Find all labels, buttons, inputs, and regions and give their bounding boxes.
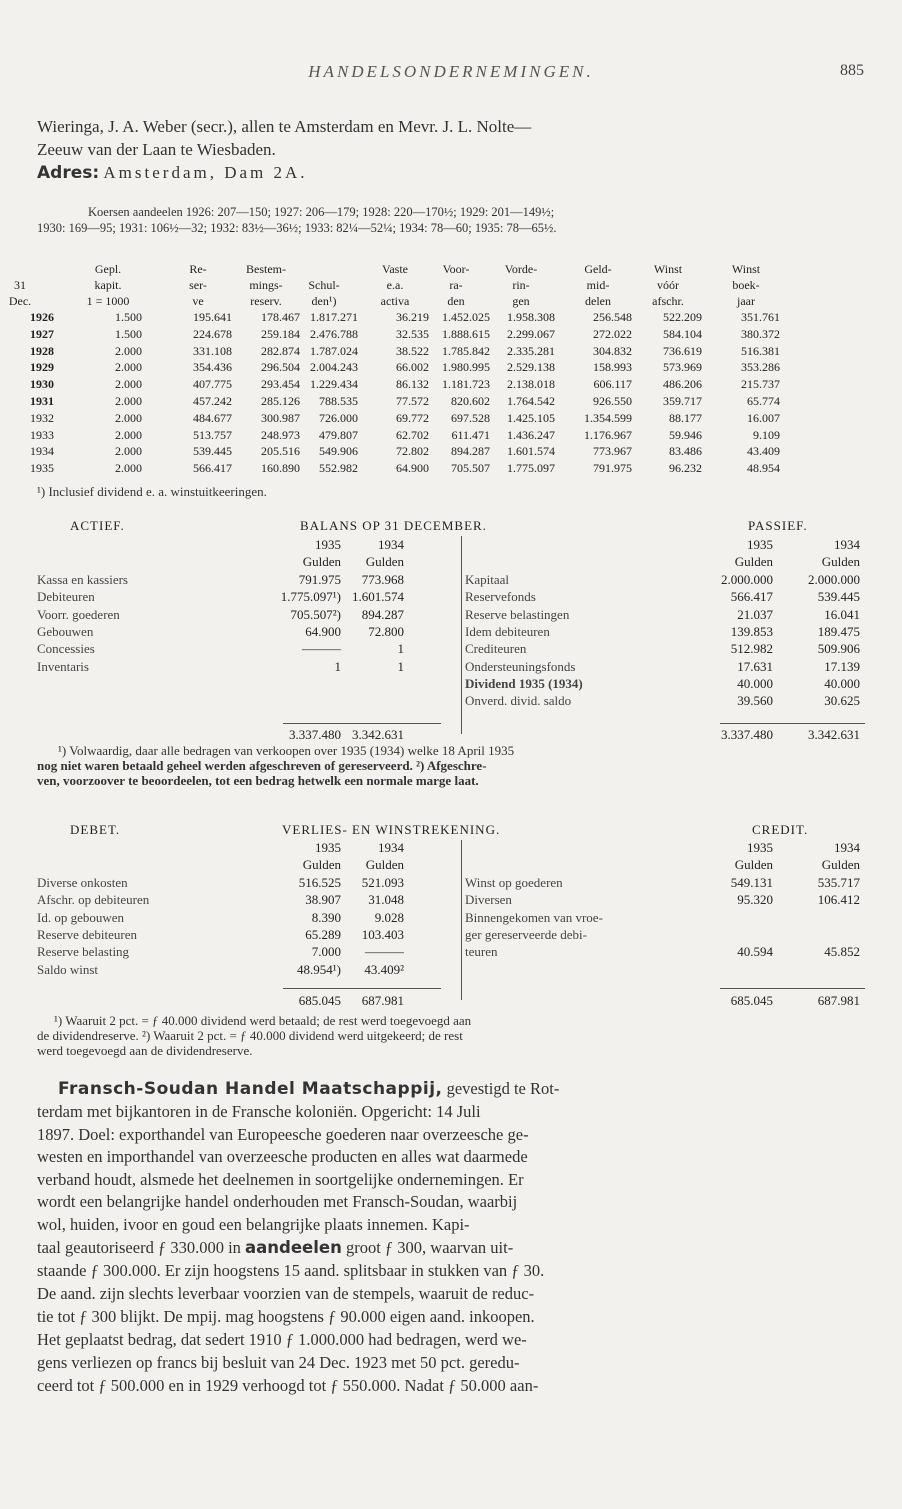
table-cell: 2.299.067 [507, 326, 555, 341]
total-1934: 687.981 [361, 993, 404, 1008]
table-cell: 9.109 [753, 427, 780, 442]
line-item-label: Saldo winst [37, 961, 99, 977]
line-item-1934: 31.048 [368, 892, 404, 908]
table-cell: 353.286 [741, 360, 780, 375]
intro-line-1: Wieringa, J. A. Weber (secr.), allen te Amsterdam en Mevr. J. L. Nolte— [37, 117, 532, 136]
table-cell: 1934 [30, 444, 54, 459]
line-item-1935: 40.000 [737, 675, 773, 691]
table-header-cell: 1 = 1000 [86, 294, 130, 308]
total-1934: 3.342.631 [808, 727, 860, 742]
table-cell: 32.535 [396, 326, 429, 341]
table-cell: 66.002 [396, 360, 429, 375]
company-line-4: verband houdt, alsmede het deelnemen in soortgelijke ondernemingen. Er [37, 1170, 524, 1189]
company-line-9: De aand. zijn slechts leverbaar voorzien van de stempels, waaruit de reduc- [37, 1284, 535, 1303]
year-header: 1935 [315, 537, 341, 552]
unit-header: Gulden [365, 554, 404, 569]
total-1935: 3.337.480 [289, 727, 341, 742]
table-cell: 259.184 [261, 326, 300, 341]
table-header-cell: reserv. [250, 294, 282, 308]
table-cell: 513.757 [193, 427, 232, 442]
table-footnote: ¹) Inclusief dividend e. a. winstuitkeeringen. [37, 484, 267, 499]
table-cell: 584.104 [663, 326, 702, 341]
page-number: 885 [840, 62, 864, 79]
table-cell: 1930 [30, 377, 54, 392]
table-header-cell: jaar [737, 294, 755, 308]
table-cell: 178.467 [261, 310, 300, 324]
line-item-label: ger gereserveerde debi- [465, 926, 587, 942]
table-cell: 773.967 [593, 444, 632, 459]
table-cell: 256.548 [593, 310, 632, 324]
table-cell: 1932 [30, 410, 54, 425]
table-cell: 611.471 [451, 427, 490, 442]
line-item-label: teuren [465, 944, 498, 960]
table-cell: 1.176.967 [584, 427, 632, 442]
table-cell: 65.774 [747, 394, 780, 408]
address-value: Amsterdam, Dam 2A. [103, 163, 308, 182]
line-item-1935: 791.975 [298, 572, 341, 587]
table-cell: 1927 [30, 326, 54, 341]
line-item-1935: 21.037 [737, 606, 773, 622]
table-cell: 293.454 [261, 377, 300, 392]
table-cell: 48.954 [747, 461, 780, 476]
table-cell: 64.900 [396, 461, 429, 476]
company-line-7a: taal geautoriseerd ƒ 330.000 in [37, 1238, 241, 1257]
company-line-7b: groot ƒ 300, waarvan uit- [345, 1238, 514, 1257]
table-cell: 1.888.615 [442, 326, 490, 341]
line-item-label: Gebouwen [37, 623, 94, 639]
year-header: 1935 [315, 840, 341, 855]
verlies-left-title: DEBET. [70, 822, 121, 837]
table-cell: 1.764.542 [507, 394, 555, 408]
table-cell: 1.436.247 [507, 427, 555, 442]
balans-footnote-1: ¹) Volwaardig, daar alle bedragen van verkoopen over 1935 (1934) welke 18 April 1935 [58, 743, 515, 758]
line-item-1935: 1 [334, 658, 341, 674]
year-header: 1934 [378, 537, 404, 552]
table-cell: 522.209 [663, 310, 702, 324]
line-item-1934: 9.028 [374, 909, 404, 925]
table-cell: 331.108 [193, 343, 232, 358]
table-cell: 697.528 [451, 410, 490, 425]
table-cell: 1.787.024 [310, 343, 358, 358]
page-header-title: HANDELSONDERNEMINGEN. [308, 62, 594, 81]
line-item-label: Reserve belastingen [465, 606, 570, 622]
table-header-cell: activa [380, 294, 410, 308]
table-cell: 552.982 [319, 461, 358, 476]
table-cell: 894.287 [451, 444, 490, 459]
table-cell: 1.354.599 [584, 410, 632, 425]
table-cell: 549.906 [319, 444, 358, 459]
verlies-divider [461, 840, 462, 1000]
table-header-cell: Vorde- [504, 262, 538, 276]
table-cell: 1935 [30, 461, 54, 476]
balans-left-total-rule [283, 723, 441, 724]
line-item-1935: 17.631 [737, 658, 773, 674]
line-item-1935: 1.775.097¹) [280, 589, 341, 605]
table-cell: 1928 [30, 343, 54, 358]
table-header-cell: Re- [189, 262, 207, 276]
balans-divider [461, 536, 462, 734]
table-cell: 1.775.097 [507, 461, 555, 476]
table-cell: 158.993 [593, 360, 632, 375]
line-item-label: Voorr. goederen [37, 606, 120, 622]
table-cell: 296.504 [261, 360, 300, 375]
line-item-label: Kassa en kassiers [37, 572, 128, 587]
line-item-1934: 2.000.000 [808, 572, 860, 587]
line-item-label: Kapitaal [465, 572, 510, 587]
table-cell: 1.500 [115, 326, 142, 341]
table-header-cell: rin- [512, 278, 530, 292]
table-cell: 160.890 [261, 461, 300, 476]
line-item-label: Binnengekomen van vroe- [465, 909, 603, 925]
table-cell: 484.677 [193, 410, 232, 425]
line-item-label: Idem debiteuren [465, 623, 550, 639]
unit-header: Gulden [821, 554, 860, 569]
year-header: 1935 [747, 840, 773, 855]
line-item-label: Reserve belasting [37, 944, 130, 960]
table-header-cell: Winst [653, 262, 683, 276]
company-name: Fransch-Soudan Handel Maatschappij, [58, 1079, 443, 1099]
line-item-1935: 549.131 [730, 875, 773, 890]
table-header-cell: boek- [732, 278, 760, 292]
table-cell: 1929 [30, 360, 54, 375]
line-item-1935: 39.560 [737, 693, 773, 709]
table-cell: 1.601.574 [507, 444, 555, 459]
table-header-cell: Winst [731, 262, 761, 276]
table-cell: 69.772 [396, 410, 429, 425]
verlies-footnote-2: de dividendreserve. ²) Waaruit 2 pct. = ƒ 40.000 dividend werd uitgekeerd; de rest [37, 1028, 463, 1043]
table-cell: 1933 [30, 427, 54, 442]
table-cell: 539.445 [193, 444, 232, 459]
balans-footnote-3: ven, voorzoover te beoordeelen, tot een bedrag hetwelk een normale marge laat. [37, 773, 479, 788]
line-item-label: Winst op goederen [465, 875, 563, 890]
line-item-1934: 1 [397, 658, 404, 674]
line-item-1935: 516.525 [298, 875, 341, 890]
line-item-1934: 773.968 [361, 572, 404, 587]
line-item-label: Afschr. op debiteuren [37, 892, 150, 908]
table-header-cell: mid- [586, 278, 610, 292]
total-1935: 3.337.480 [721, 727, 773, 742]
table-cell: 820.602 [451, 394, 490, 408]
table-cell: 2.000 [115, 343, 142, 358]
line-item-1935: 139.853 [730, 623, 773, 639]
line-item-1934: ——— [365, 944, 404, 960]
balans-right-title: PASSIEF. [748, 518, 808, 533]
table-cell: 1.980.995 [442, 360, 490, 375]
line-item-1935: 8.390 [311, 909, 341, 925]
table-cell: 736.619 [663, 343, 702, 358]
table-cell: 791.975 [593, 461, 632, 476]
line-item-1934: 40.000 [824, 675, 860, 691]
table-cell: 1.181.723 [442, 377, 490, 392]
line-item-1934: 43.409² [364, 961, 404, 977]
table-cell: 272.022 [593, 326, 632, 341]
table-header-cell: Geld- [584, 262, 612, 276]
table-cell: 36.219 [396, 310, 429, 324]
verlies-footnote-3: werd toegevoegd aan de dividendreserve. [37, 1043, 253, 1058]
table-header-cell: 31 [14, 278, 26, 292]
intro-line-2: Zeeuw van der Laan te Wiesbaden. [37, 140, 276, 159]
table-cell: 2.000 [115, 461, 142, 476]
line-item-label: Inventaris [37, 658, 89, 674]
table-cell: 1931 [30, 394, 54, 408]
unit-header: Gulden [365, 857, 404, 872]
line-item-label: Crediteuren [465, 641, 527, 657]
line-item-1935: 48.954¹) [297, 961, 341, 977]
table-header-cell: ser- [189, 278, 207, 292]
year-header: 1934 [834, 840, 860, 855]
line-item-1935: 566.417 [730, 589, 773, 605]
table-cell: 2.000 [115, 360, 142, 375]
line-item-1934: 535.717 [817, 875, 860, 890]
table-cell: 248.973 [261, 427, 300, 442]
line-item-label: Debiteuren [37, 589, 95, 605]
table-cell: 516.381 [741, 343, 780, 358]
company-line-13: ceerd tot ƒ 500.000 en in 1929 verhoogd tot ƒ 550.000. Nadat ƒ 50.000 aan- [37, 1376, 539, 1395]
koersen-line-1: Koersen aandeelen 1926: 207—150; 1927: 206—179; 1928: 220—170½; 1929: 201—149½; [88, 205, 555, 219]
table-cell: 1.229.434 [310, 377, 358, 392]
company-line-10: tie tot ƒ 300 blijkt. De mpij. mag hoogstens ƒ 90.000 eigen aand. inkoopen. [37, 1307, 535, 1326]
table-cell: 38.522 [396, 343, 429, 358]
line-item-1934: 509.906 [817, 641, 860, 657]
table-header-cell: Gepl. [94, 262, 122, 276]
table-cell: 359.717 [663, 394, 702, 408]
line-item-1934: 894.287 [361, 606, 404, 622]
line-item-1934: 72.800 [368, 623, 404, 639]
line-item-1934: 16.041 [824, 606, 860, 622]
table-cell: 83.486 [669, 444, 702, 459]
line-item-1935: 64.900 [305, 623, 341, 639]
table-cell: 2.000 [115, 394, 142, 408]
table-cell: 1.452.025 [442, 310, 490, 324]
table-cell: 606.117 [593, 377, 632, 392]
table-cell: 479.807 [319, 427, 358, 442]
line-item-1935: 512.982 [730, 641, 773, 657]
company-line-12: gens verliezen op francs bij besluit van 24 Dec. 1923 met 50 pct. geredu- [37, 1353, 520, 1372]
table-header-cell: mings- [249, 278, 283, 292]
table-header-cell: e.a. [386, 278, 404, 292]
line-item-1934: 1.601.574 [352, 589, 404, 605]
table-cell: 486.206 [663, 377, 702, 392]
table-header-cell: vóór [657, 278, 679, 292]
table-header-cell: afschr. [652, 294, 684, 308]
company-line-8: staande ƒ 300.000. Er zijn hoogstens 15 aand. splitsbaar in stukken van ƒ 30. [37, 1261, 545, 1280]
table-cell: 2.138.018 [507, 377, 555, 392]
table-cell: 86.132 [396, 377, 429, 392]
line-item-label: Ondersteuningsfonds [465, 658, 576, 674]
verlies-right-title: CREDIT. [752, 822, 809, 837]
line-item-1934: 30.625 [824, 693, 860, 709]
line-item-1935: 38.907 [305, 892, 341, 908]
table-cell: 2.529.138 [507, 360, 555, 375]
line-item-1934: 103.403 [361, 926, 404, 942]
table-cell: 1.817.271 [310, 310, 358, 324]
company-line-11: Het geplaatst bedrag, dat sedert 1910 ƒ 1.000.000 had bedragen, werd we- [37, 1330, 527, 1349]
address-label: Adres: [37, 163, 100, 183]
table-cell: 62.702 [396, 427, 429, 442]
koersen-line-2: 1930: 169—95; 1931: 106½—32; 1932: 83½—36½; 1933: 82¼—52¼; 1934: 78—60; 1935: 78—65½. [37, 221, 557, 235]
table-cell: 1.785.842 [442, 343, 490, 358]
table-cell: 351.761 [741, 310, 780, 324]
table-header-cell: Dec. [8, 294, 32, 308]
table-header-cell: gen [512, 294, 530, 308]
table-cell: 205.516 [261, 444, 300, 459]
line-item-label: Reservefonds [465, 589, 536, 605]
line-item-1935: 2.000.000 [721, 572, 773, 587]
table-header-cell: kapit. [94, 278, 122, 292]
table-cell: 43.409 [747, 444, 780, 459]
table-cell: 2.000 [115, 377, 142, 392]
unit-header: Gulden [734, 857, 773, 872]
table-cell: 224.678 [193, 326, 232, 341]
table-header-cell: Voor- [442, 262, 470, 276]
balans-footnote-2: nog niet waren betaald geheel werden afgeschreven of gereserveerd. ²) Afgeschre- [37, 758, 487, 773]
table-cell: 300.987 [261, 410, 300, 425]
year-header: 1934 [834, 537, 860, 552]
line-item-label: Diverse onkosten [37, 875, 128, 890]
table-cell: 726.000 [319, 410, 358, 425]
verlies-right-total-rule [720, 988, 865, 989]
line-item-1934: 539.445 [817, 589, 860, 605]
company-line-6: wol, huiden, ivoor en goud een belangrijke plaats innemen. Kapi- [37, 1215, 470, 1234]
line-item-label: Onverd. divid. saldo [465, 693, 572, 709]
table-cell: 2.476.788 [310, 326, 358, 341]
line-item-1934: 106.412 [817, 892, 860, 908]
table-cell: 77.572 [396, 394, 429, 408]
line-item-1934: 189.475 [817, 623, 860, 639]
table-cell: 2.000 [115, 444, 142, 459]
balans-center-title: BALANS OP 31 DECEMBER. [300, 518, 487, 533]
table-cell: 282.874 [261, 343, 300, 358]
table-cell: 2.004.243 [310, 360, 358, 375]
company-line-7 [37, 1237, 513, 1260]
table-cell: 2.000 [115, 410, 142, 425]
table-cell: 1.958.308 [507, 310, 555, 324]
table-cell: 566.417 [193, 461, 232, 476]
line-item-1935: 95.320 [737, 892, 773, 908]
table-cell: 380.372 [741, 326, 780, 341]
line-item-1935: ——— [302, 641, 341, 657]
verlies-left-total-rule [283, 988, 441, 989]
table-cell: 195.641 [193, 310, 232, 324]
company-line-0: gevestigd te Rot- [446, 1079, 560, 1098]
table-cell: 457.242 [193, 394, 232, 408]
line-item-label: Reserve debiteuren [37, 926, 137, 942]
verlies-footnote-1: ¹) Waaruit 2 pct. = ƒ 40.000 dividend werd betaald; de rest werd toegevoegd aan [54, 1013, 472, 1028]
line-item-label: Dividend 1935 (1934) [465, 675, 583, 691]
line-item-1934: 17.139 [824, 658, 860, 674]
verlies-center-title: VERLIES- EN WINSTREKENING. [282, 822, 501, 837]
table-cell: 285.126 [261, 394, 300, 408]
table-cell: 304.832 [593, 343, 632, 358]
balans-left-title: ACTIEF. [70, 518, 125, 533]
year-header: 1934 [378, 840, 404, 855]
unit-header: Gulden [302, 857, 341, 872]
company-line-3: westen en importhandel van overzeesche producten en alles wat daarmede [37, 1147, 528, 1166]
line-item-1935: 705.507²) [290, 606, 341, 622]
table-header-cell: Bestem- [246, 262, 286, 276]
total-1935: 685.045 [730, 993, 773, 1008]
table-cell: 573.969 [663, 360, 702, 375]
table-cell: 926.550 [593, 394, 632, 408]
table-cell: 2.335.281 [507, 343, 555, 358]
table-header-cell: ra- [449, 278, 463, 292]
company-line-5: wordt een belangrijke handel onderhouden met Fransch-Soudan, waarbij [37, 1192, 518, 1211]
table-cell: 1.500 [115, 310, 142, 324]
unit-header: Gulden [821, 857, 860, 872]
unit-header: Gulden [302, 554, 341, 569]
table-cell: 407.775 [193, 377, 232, 392]
table-header-cell: den¹) [311, 294, 337, 308]
table-cell: 354.436 [193, 360, 232, 375]
table-cell: 705.507 [451, 461, 490, 476]
table-cell: 16.007 [747, 410, 780, 425]
table-header-cell: delen [585, 294, 611, 308]
line-item-1934: 1 [397, 641, 404, 657]
company-line-2: 1897. Doel: exporthandel van Europeesche goederen naar overzeesche ge- [37, 1125, 529, 1144]
company-aandeelen: aandeelen [245, 1238, 342, 1257]
company-first-line [58, 1078, 559, 1101]
total-1935: 685.045 [298, 993, 341, 1008]
table-header-cell: ve [192, 294, 204, 308]
total-1934: 687.981 [817, 993, 860, 1008]
line-item-label: Id. op gebouwen [37, 909, 125, 925]
table-cell: 1.425.105 [507, 410, 555, 425]
table-header-cell: Vaste [382, 262, 408, 276]
table-header-cell: den [447, 294, 465, 308]
unit-header: Gulden [734, 554, 773, 569]
line-item-label: Diversen [465, 892, 512, 908]
table-cell: 59.946 [669, 427, 702, 442]
line-item-1935: 65.289 [305, 926, 341, 942]
line-item-1934: 521.093 [361, 875, 404, 890]
line-item-1935: 40.594 [737, 944, 773, 960]
year-header: 1935 [747, 537, 773, 552]
table-cell: 215.737 [741, 377, 780, 392]
table-cell: 88.177 [669, 410, 702, 425]
table-cell: 1926 [30, 310, 54, 324]
company-line-1: terdam met bijkantoren in de Fransche koloniën. Opgericht: 14 Juli [37, 1102, 481, 1121]
total-1934: 3.342.631 [352, 727, 404, 742]
table-cell: 96.232 [669, 461, 702, 476]
table-cell: 2.000 [115, 427, 142, 442]
table-cell: 788.535 [319, 394, 358, 408]
line-item-1934: 45.852 [824, 944, 860, 960]
table-header-cell: Schul- [308, 278, 340, 292]
financial-table [0, 0, 902, 520]
line-item-label: Concessies [37, 641, 95, 657]
line-item-1935: 7.000 [311, 944, 341, 960]
balans-right-total-rule [720, 723, 865, 724]
table-cell: 72.802 [396, 444, 429, 459]
